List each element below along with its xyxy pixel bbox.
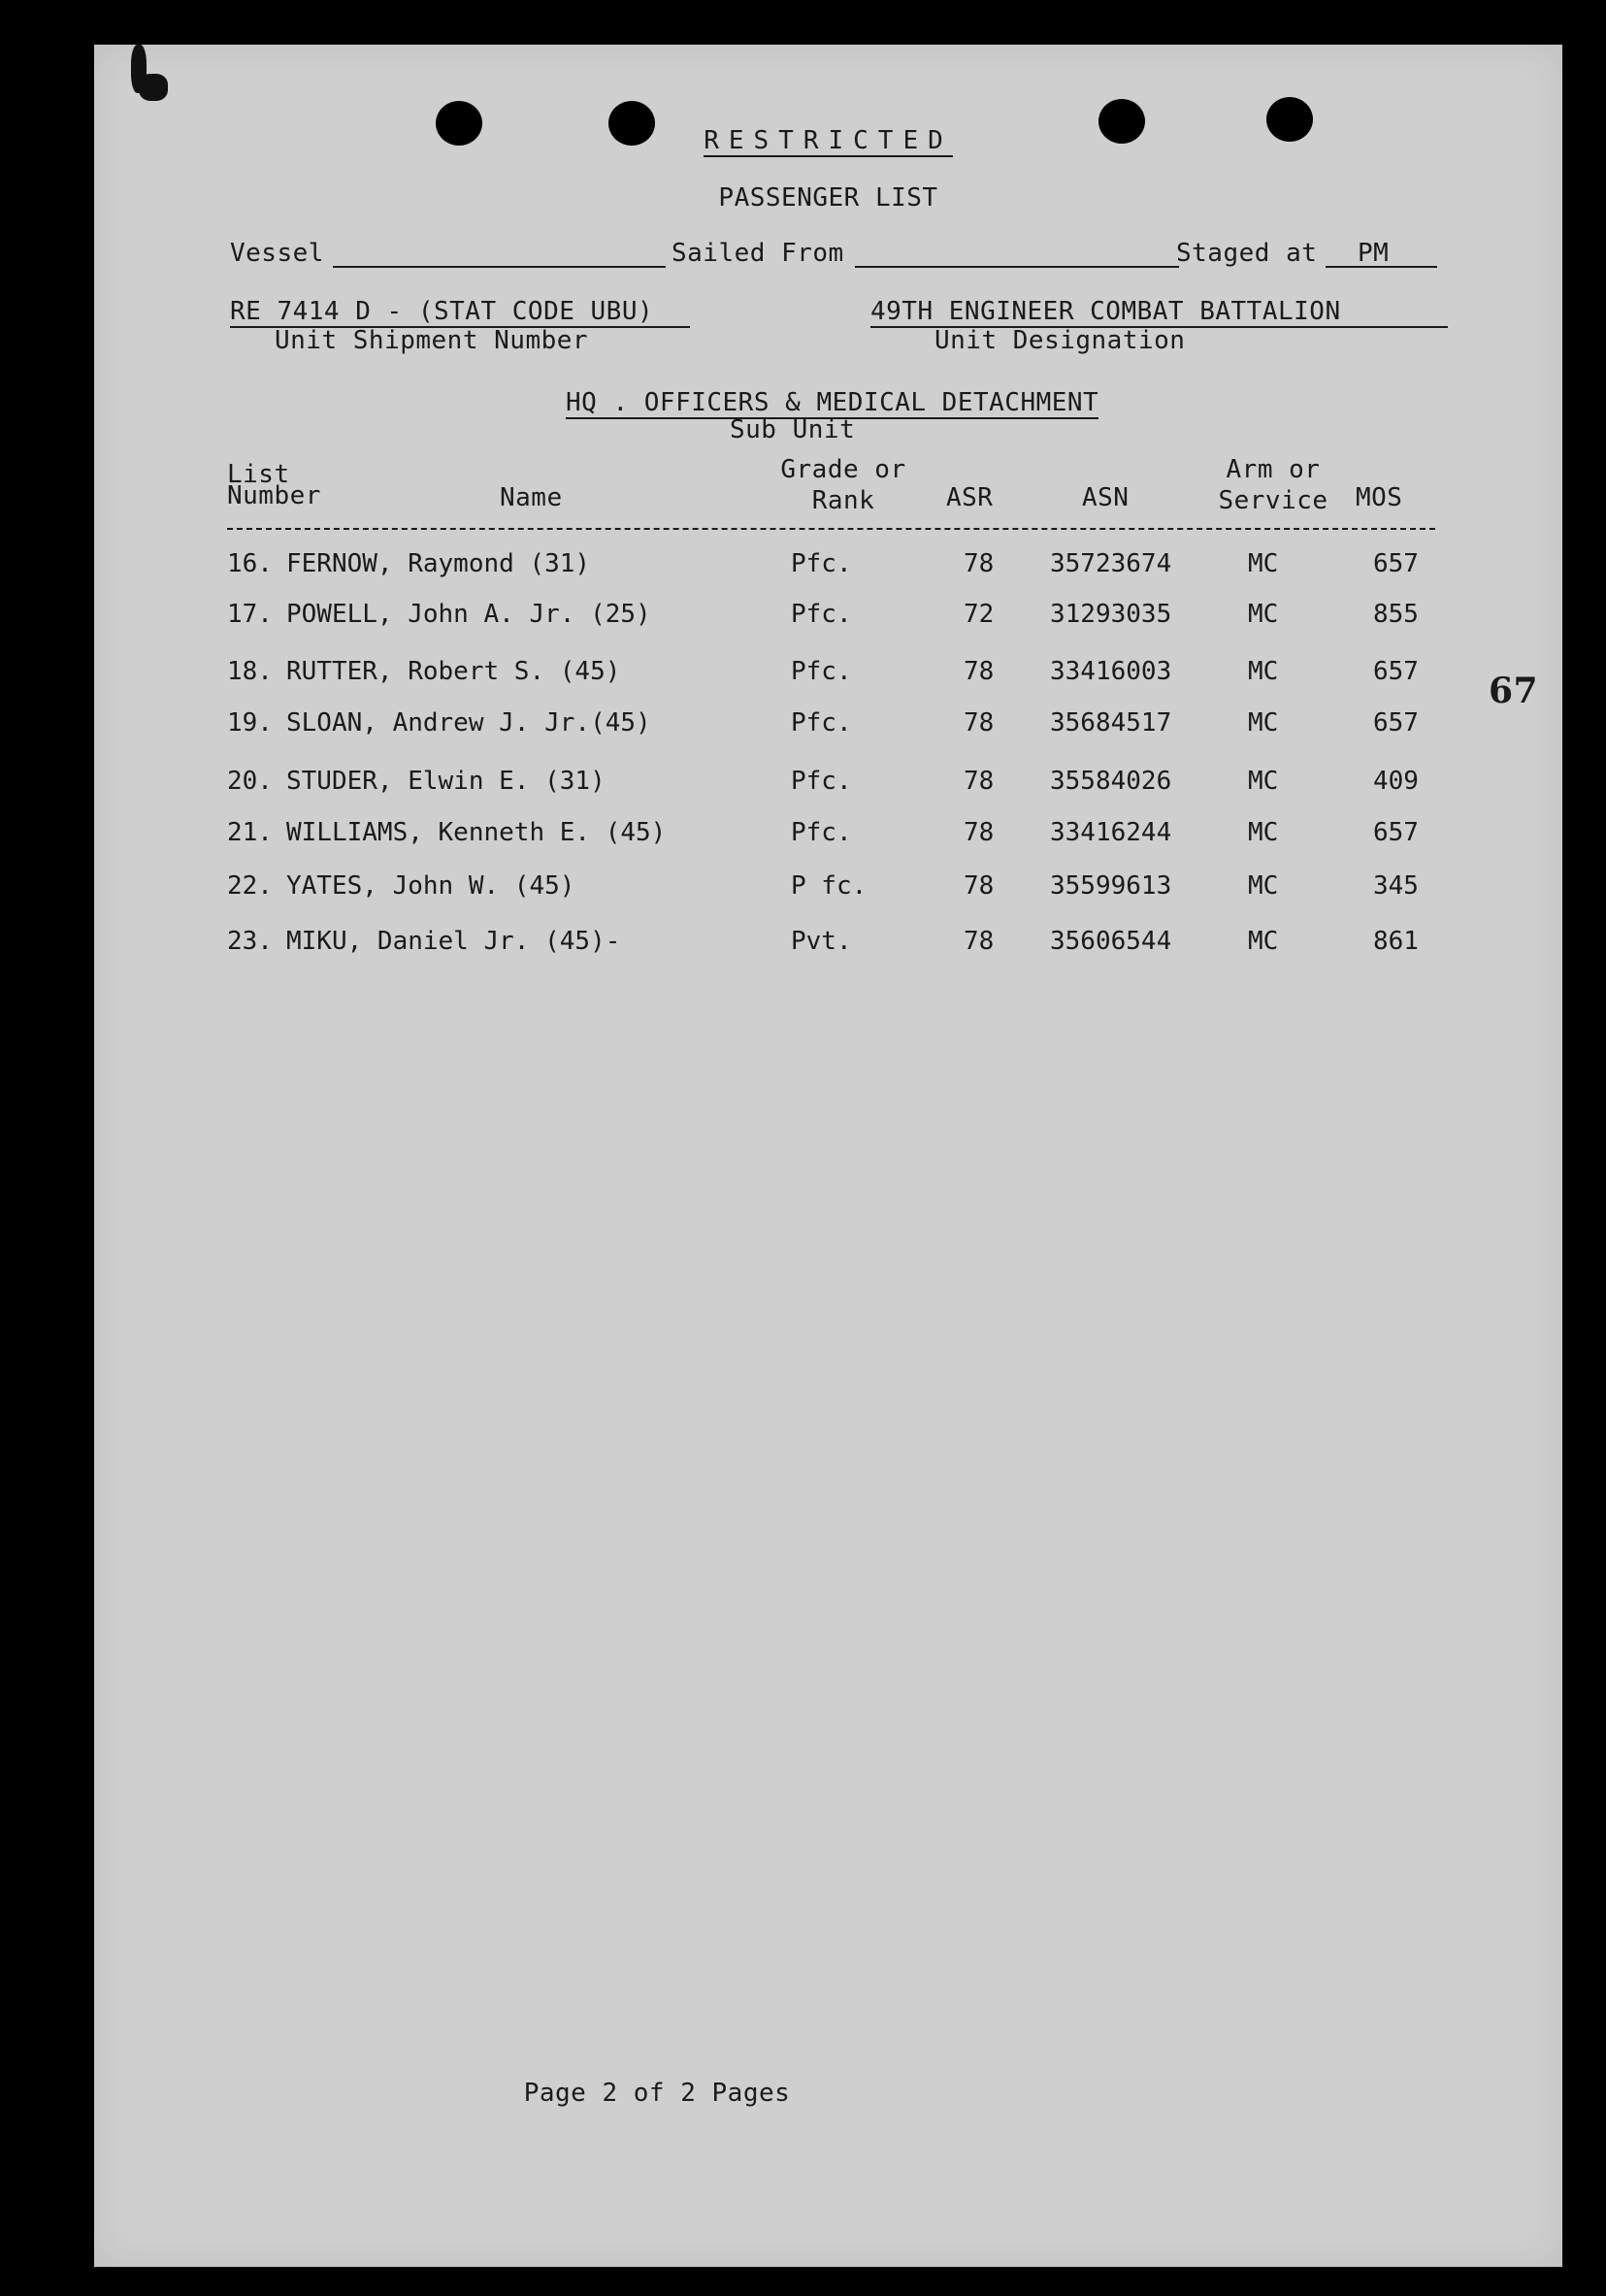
col-arm: Arm or Service	[1218, 455, 1328, 515]
classification-marking: RESTRICTED	[704, 126, 953, 155]
row-name: MIKU, Daniel Jr. (45)-	[286, 927, 621, 956]
row-arm: MC	[1248, 871, 1279, 901]
table-row	[94, 767, 1562, 805]
document-page	[94, 45, 1562, 2267]
table-row	[94, 871, 1562, 910]
row-mos: 657	[1373, 657, 1419, 686]
row-grade: Pfc.	[791, 818, 852, 847]
row-asn: 35606544	[1050, 927, 1172, 956]
row-mos: 409	[1373, 767, 1419, 796]
row-grade: Pfc.	[791, 600, 852, 629]
row-list-number: 18.	[227, 657, 273, 686]
row-asr: 78	[964, 818, 995, 847]
row-list-number: 23.	[227, 927, 273, 956]
col-grade: Grade or Rank	[780, 455, 906, 515]
table-row	[94, 927, 1562, 966]
row-mos: 657	[1373, 708, 1419, 738]
table-row	[94, 657, 1562, 696]
row-grade: Pfc.	[791, 708, 852, 738]
row-asr: 78	[964, 657, 995, 686]
row-mos: 855	[1373, 600, 1419, 629]
row-list-number: 16.	[227, 549, 273, 578]
vessel-blank	[333, 266, 666, 268]
row-name: WILLIAMS, Kenneth E. (45)	[286, 818, 667, 847]
sub-unit: HQ . OFFICERS & MEDICAL DETACHMENT	[566, 388, 1099, 417]
row-name: POWELL, John A. Jr. (25)	[286, 600, 651, 629]
ink-blot	[139, 74, 168, 101]
shipment-number: RE 7414 D - (STAT CODE UBU)	[230, 297, 690, 326]
row-asr: 72	[964, 600, 995, 629]
row-grade: Pfc.	[791, 767, 852, 796]
row-arm: MC	[1248, 927, 1279, 956]
row-mos: 657	[1373, 818, 1419, 847]
col-asr: ASR	[946, 483, 994, 512]
col-asn: ASN	[1082, 483, 1130, 512]
row-grade: Pfc.	[791, 657, 852, 686]
row-mos: 861	[1373, 927, 1419, 956]
table-row	[94, 708, 1562, 747]
row-list-number: 21.	[227, 818, 273, 847]
row-list-number: 19.	[227, 708, 273, 738]
row-asn: 35599613	[1050, 871, 1172, 901]
row-arm: MC	[1248, 767, 1279, 796]
unit-designation: 49TH ENGINEER COMBAT BATTALION	[870, 297, 1448, 326]
row-asn: 35684517	[1050, 708, 1172, 738]
row-grade: P fc.	[791, 871, 868, 901]
header-rule	[227, 528, 1435, 530]
staged-at-value: PM	[1358, 239, 1390, 268]
row-asn: 35584026	[1050, 767, 1172, 796]
designation-caption: Unit Designation	[934, 326, 1186, 355]
sailed-from-label: Sailed From	[672, 239, 844, 268]
col-mos: MOS	[1356, 483, 1403, 512]
row-grade: Pvt.	[791, 927, 852, 956]
document-title: PASSENGER LIST	[718, 183, 938, 213]
sub-unit-caption: Sub Unit	[730, 415, 856, 444]
row-mos: 657	[1373, 549, 1419, 578]
row-asr: 78	[964, 708, 995, 738]
row-asr: 78	[964, 767, 995, 796]
row-asn: 33416244	[1050, 818, 1172, 847]
row-name: RUTTER, Robert S. (45)	[286, 657, 621, 686]
shipment-caption: Unit Shipment Number	[275, 326, 589, 355]
row-list-number: 22.	[227, 871, 273, 901]
sailed-from-blank	[855, 266, 1179, 268]
row-asn: 33416003	[1050, 657, 1172, 686]
row-arm: MC	[1248, 600, 1279, 629]
vessel-label: Vessel	[230, 239, 324, 268]
row-name: YATES, John W. (45)	[286, 871, 575, 901]
row-arm: MC	[1248, 549, 1279, 578]
row-name: FERNOW, Raymond (31)	[286, 549, 591, 578]
row-list-number: 17.	[227, 600, 273, 629]
row-list-number: 20.	[227, 767, 273, 796]
row-asr: 78	[964, 549, 995, 578]
table-row	[94, 600, 1562, 639]
margin-note: 67	[1489, 671, 1539, 711]
row-name: STUDER, Elwin E. (31)	[286, 767, 606, 796]
row-arm: MC	[1248, 818, 1279, 847]
row-asr: 78	[964, 871, 995, 901]
row-grade: Pfc.	[791, 549, 852, 578]
row-mos: 345	[1373, 871, 1419, 901]
row-asn: 31293035	[1050, 600, 1172, 629]
row-asr: 78	[964, 927, 995, 956]
table-row	[94, 549, 1562, 588]
table-row	[94, 818, 1562, 857]
col-name: Name	[500, 483, 563, 512]
row-asn: 35723674	[1050, 549, 1172, 578]
row-arm: MC	[1248, 657, 1279, 686]
staged-at-label: Staged at	[1176, 239, 1318, 268]
row-name: SLOAN, Andrew J. Jr.(45)	[286, 708, 651, 738]
row-arm: MC	[1248, 708, 1279, 738]
page-footer: Page 2 of 2 Pages	[523, 2079, 791, 2108]
col-list-number: List Number	[227, 460, 321, 510]
